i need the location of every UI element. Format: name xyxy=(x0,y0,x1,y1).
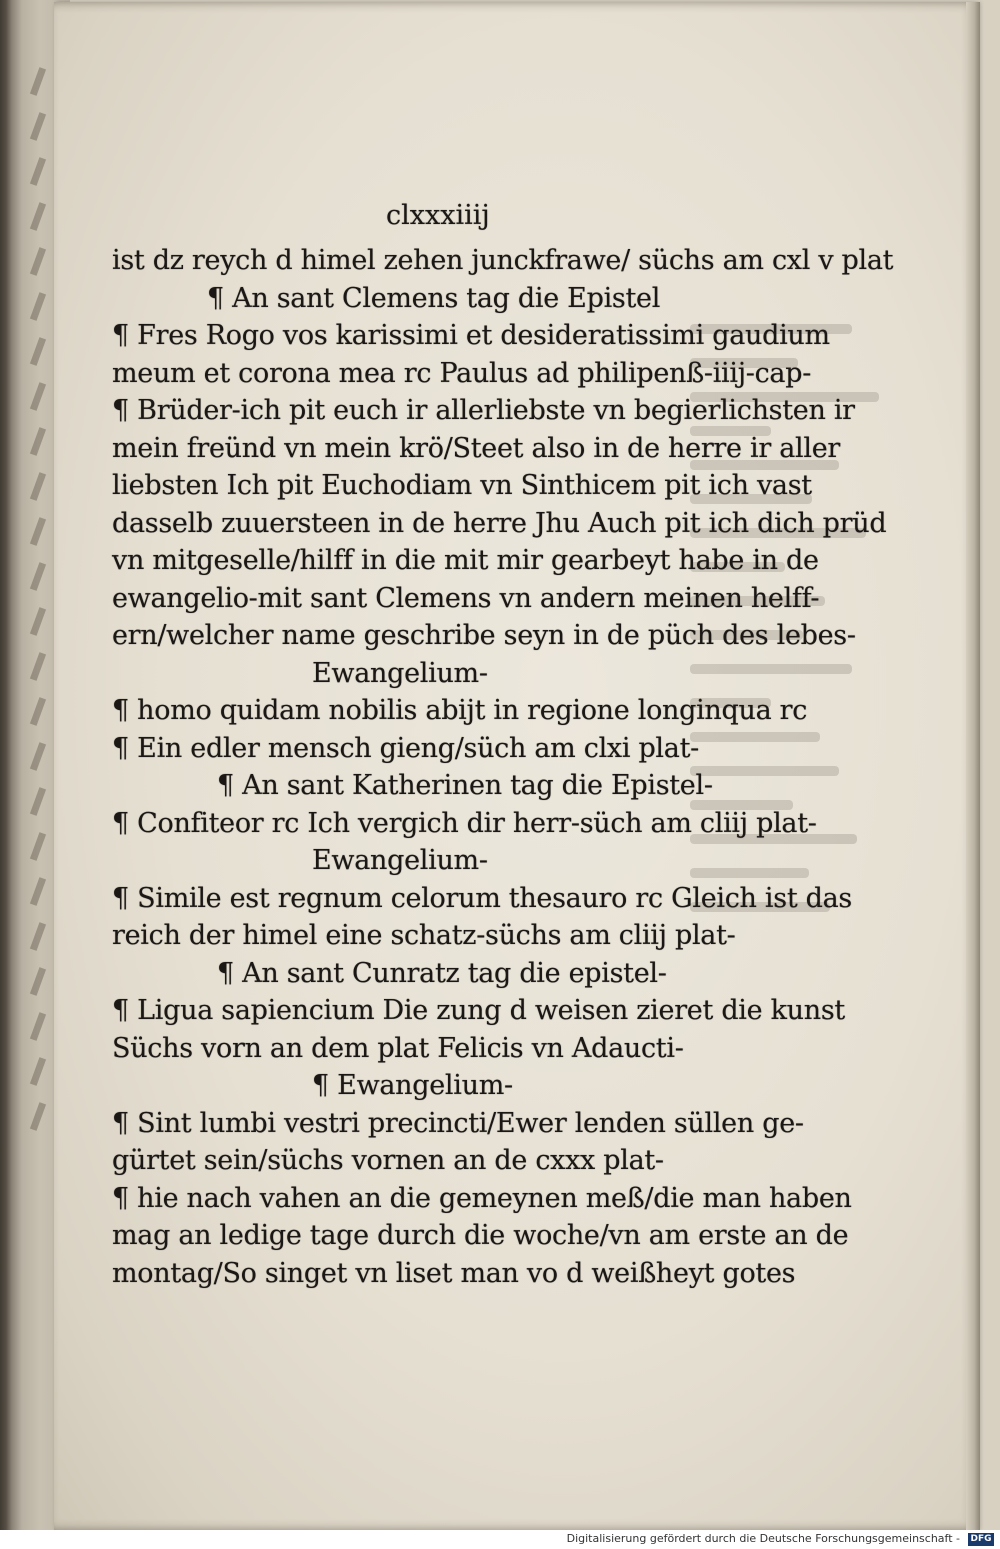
footer-bar xyxy=(0,1530,1000,1549)
page-fore-edge xyxy=(966,2,980,1530)
text-line: ¶ Ewangelium- xyxy=(312,1070,513,1101)
text-line: ern/welcher name geschribe seyn in de püch des lebes- xyxy=(112,620,856,651)
text-line: mag an ledige tage durch die woche/vn am erste an de xyxy=(112,1220,849,1251)
text-line: ¶ Brüder-ich pit euch ir allerliebste vn begierlichsten ir xyxy=(112,395,855,426)
text-line: ¶ Simile est regnum celorum thesauro rc Gleich ist das xyxy=(112,882,852,914)
text-line: vn mitgeselle/hilff in die mit mir gearbeyt habe in de xyxy=(112,545,819,576)
text-line: ¶ An sant Katherinen tag die Epistel- xyxy=(217,770,713,801)
funding-credit: Digitalisierung gefördert durch die Deutsche Forschungsgemeinschaft - xyxy=(566,1532,960,1545)
text-line: gürtet sein/süchs vornen an de cxxx plat- xyxy=(112,1145,664,1176)
text-line: Ewangelium- xyxy=(312,845,488,876)
text-line: mein freünd vn mein krö/Steet also in de herre ir aller xyxy=(112,432,840,464)
text-line: ¶ Fres Rogo vos karissimi et desideratissimi gaudium xyxy=(112,320,830,351)
text-line: ewangelio-mit sant Clemens vn andern meinen helff- xyxy=(112,582,820,614)
text-line: reich der himel eine schatz-süchs am cliij plat- xyxy=(112,920,736,951)
text-line: ¶ Ligua sapiencium Die zung d weisen zieret die kunst xyxy=(112,995,845,1026)
text-line: ¶ An sant Clemens tag die Epistel xyxy=(207,282,661,314)
text-line: ¶ Confiteor rc Ich vergich dir herr-süch am cliij plat- xyxy=(112,807,817,839)
text-line: dasselb zuuersteen in de herre Jhu Auch pit ich dich prüd xyxy=(112,507,887,539)
folio-number: clxxxiiij xyxy=(386,200,490,231)
text-line: liebsten Ich pit Euchodiam vn Sinthicem pit ich vast xyxy=(112,470,812,501)
text-line: ¶ Ein edler mensch gieng/süch am clxi plat- xyxy=(112,732,699,764)
blackletter-text-block xyxy=(112,242,894,1292)
dfg-logo: DFG xyxy=(968,1533,994,1546)
text-line: Ewangelium- xyxy=(312,657,488,689)
text-line: meum et corona mea rc Paulus ad philipenß-iiij-cap- xyxy=(112,357,812,389)
text-line: montag/So singet vn liset man vo d weißheyt gotes xyxy=(112,1257,796,1289)
text-line: ¶ An sant Cunratz tag die epistel- xyxy=(217,957,667,989)
text-line: ¶ hie nach vahen an die gemeynen meß/die man haben xyxy=(112,1182,852,1214)
text-line: ¶ homo quidam nobilis abijt in regione longinqua rc xyxy=(112,695,808,726)
text-line: Süchs vorn an dem plat Felicis vn Adaucti- xyxy=(112,1032,684,1064)
text-line: ¶ Sint lumbi vestri precincti/Ewer lenden süllen ge- xyxy=(112,1107,804,1139)
text-line: ist dz reych d himel zehen junckfrawe/ süchs am cxl v plat xyxy=(112,245,894,276)
